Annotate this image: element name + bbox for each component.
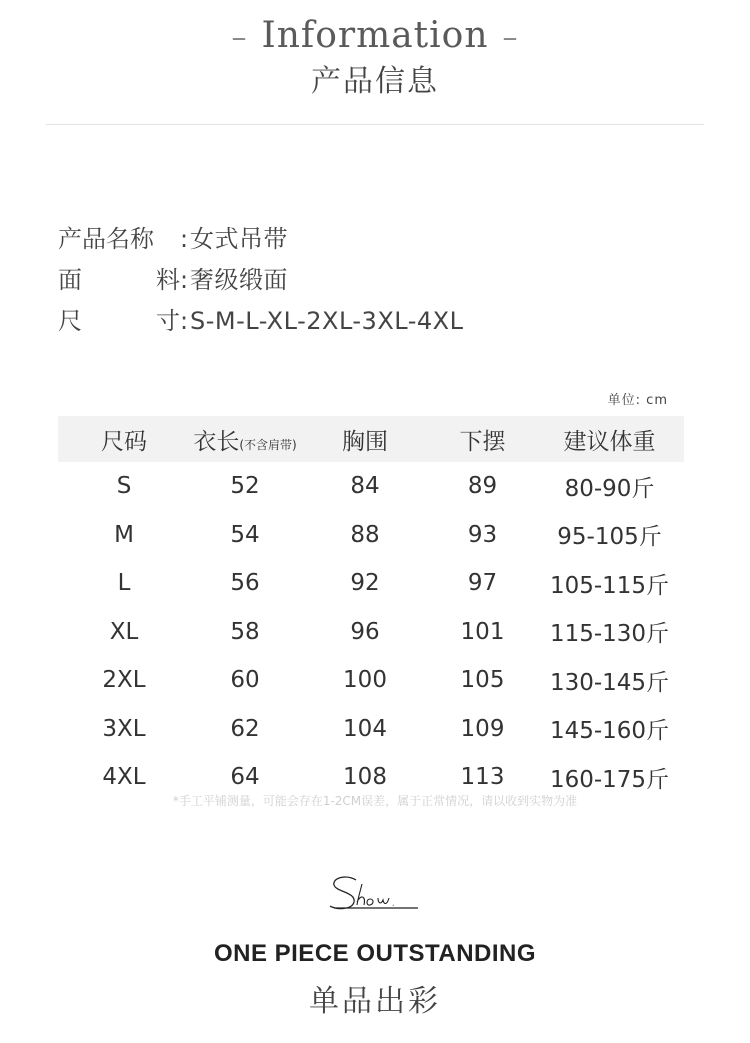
info-label-char: 面: [58, 266, 82, 294]
cell-size: M: [114, 521, 134, 548]
info-row-size: [58, 304, 463, 345]
cell-size: 4XL: [102, 764, 146, 791]
cell-weight: 105-115斤: [549, 572, 670, 599]
table-row: [58, 608, 684, 657]
slogan-en: ONE PIECE OUTSTANDING: [213, 940, 537, 967]
table-row: [58, 511, 684, 560]
info-row-material: [58, 263, 463, 304]
cell-hem: 105: [460, 667, 505, 694]
cell-hem: 97: [467, 570, 498, 597]
size-table: [58, 416, 684, 802]
header-dash-left: –: [231, 20, 248, 55]
info-colon: :: [180, 307, 189, 335]
cell-bust: 100: [343, 667, 387, 694]
header-dash-right: –: [502, 20, 519, 55]
cell-hem: 109: [460, 715, 505, 742]
cell-bust: 88: [350, 521, 380, 548]
header-title-text: Information: [261, 15, 489, 56]
measurement-note: *手工平铺测量，可能会存在1-2CM误差，属于正常情况，请以收到实物为准: [172, 794, 578, 808]
header-title-en: [0, 14, 750, 60]
info-label-char: 寸: [156, 307, 180, 335]
cell-bust: 108: [343, 764, 387, 791]
info-value: S-M-L-XL-2XL-3XL-4XL: [190, 307, 464, 335]
header-size: 尺码: [58, 416, 190, 462]
info-label-char: 尺: [58, 307, 82, 335]
cell-bust: 104: [343, 715, 387, 742]
info-label-char: 料: [156, 266, 180, 294]
info-value: 奢级缎面: [190, 266, 288, 294]
cell-weight: 115-130斤: [549, 621, 670, 648]
cell-bust: 84: [350, 473, 380, 500]
cell-length: 52: [230, 473, 260, 500]
cell-weight: 130-145斤: [549, 669, 670, 696]
cell-length: 62: [230, 715, 260, 742]
cell-size: 2XL: [102, 667, 146, 694]
product-info: [58, 222, 463, 345]
cell-size: 3XL: [102, 715, 146, 742]
slogan-cn: 单品出彩: [309, 984, 441, 1019]
header-bust: 胸围: [300, 416, 430, 462]
header-length-text: 衣长: [193, 428, 240, 455]
cell-bust: 96: [350, 618, 380, 645]
size-table-header: [58, 416, 684, 462]
info-label: [58, 304, 180, 345]
header-title-cn: 产品信息: [311, 64, 439, 99]
divider: [46, 124, 704, 125]
info-row-name: [58, 222, 463, 263]
header-length: [190, 416, 300, 462]
table-row: [58, 705, 684, 754]
info-label-text: 产品名称: [58, 225, 154, 253]
cell-length: 60: [230, 667, 260, 694]
cell-length: 64: [230, 764, 260, 791]
cell-weight: 145-160斤: [549, 718, 670, 745]
info-label: [58, 263, 180, 304]
cell-bust: 92: [350, 570, 380, 597]
info-colon: :: [180, 266, 189, 294]
cell-hem: 89: [467, 473, 498, 500]
cell-hem: 101: [460, 618, 505, 645]
section-header: [0, 14, 750, 102]
info-colon: :: [180, 225, 189, 253]
cell-weight: 80-90斤: [564, 475, 655, 502]
table-row: [58, 462, 684, 511]
table-row: [58, 559, 684, 608]
header-length-note: (不含肩带): [239, 437, 297, 452]
cell-hem: 113: [460, 764, 505, 791]
cell-size: S: [116, 473, 132, 500]
cell-weight: 160-175斤: [549, 766, 670, 793]
info-label: [58, 222, 180, 263]
cell-length: 58: [230, 618, 260, 645]
cell-size: XL: [109, 618, 139, 645]
cell-hem: 93: [467, 521, 498, 548]
unit-label: 单位: cm: [607, 393, 668, 408]
cell-size: L: [117, 570, 131, 597]
cell-weight: 95-105斤: [557, 524, 662, 551]
header-weight: 建议体重: [535, 416, 684, 462]
info-value: 女式吊带: [190, 225, 288, 253]
cell-length: 54: [230, 521, 260, 548]
show-signature-logo: [326, 872, 426, 916]
header-hem: 下摆: [430, 416, 535, 462]
table-row: [58, 656, 684, 705]
cell-length: 56: [230, 570, 260, 597]
